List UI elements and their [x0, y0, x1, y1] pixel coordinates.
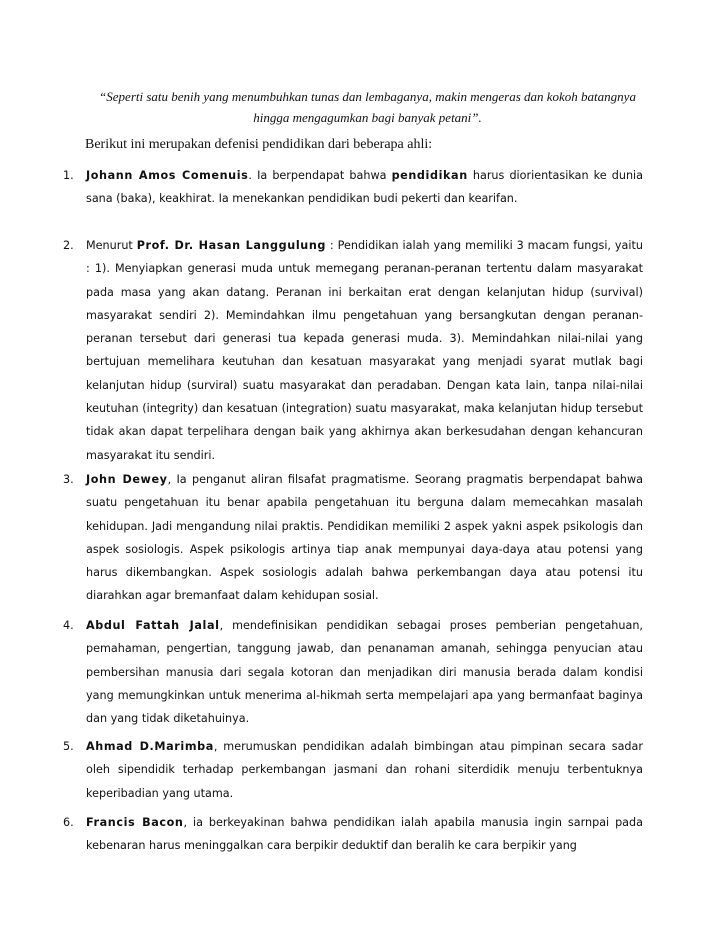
definition-item-4 — [63, 614, 643, 730]
definition-item-5 — [63, 735, 643, 805]
definition-item-2 — [63, 234, 643, 467]
item-body — [86, 234, 643, 467]
expert-name: Abdul Fattah Jalal — [86, 619, 220, 632]
item-text: , merumuskan pendidikan adalah bimbingan atau pimpinan secara sadar oleh sipendidik terhadap perkembangan jasmani dan rohani siterdidik menuju terbentuknya keperibadian yang utama. — [86, 740, 643, 800]
item-keyword: pendidikan — [391, 169, 468, 182]
item-number: 6. — [63, 816, 74, 829]
item-body — [86, 614, 643, 730]
item-number: 5. — [63, 740, 74, 753]
item-body — [86, 811, 643, 858]
item-body — [86, 468, 643, 608]
expert-name: Francis Bacon — [86, 816, 184, 829]
item-text: : Pendidikan ialah yang memiliki 3 macam fungsi, yaitu : 1). Menyiapkan generasi muda untuk memegang peranan-peranan tertentu dalam masyarakat pada masa yang akan datang. Peranan ini berkaitan erat dengan kelanjutan hidup (survival) masyarakat sendiri 2). Memindahkan ilmu pengetahuan yang bersangkutan dengan peranan-peranan tersebut dari generasi tua kepada generasi muda. 3). Memindahkan nilai-nilai yang bertujuan memelihara keutuhan dan kesatuan masyarakat yang menjadi syarat mutlak bagi kelanjutan hidup (surviral) suatu masyarakat dan peradaban. Dengan kata lain, tanpa nilai-nilai keutuhan (integrity) dan kesatuan (integration) suatu masyarakat, maka kelanjutan hidup tersebut tidak akan dapat terpelihara dengan baik yang akhirnya akan berkesudahan dengan kehancuran masyarakat itu sendiri. — [86, 239, 643, 462]
expert-name: Ahmad D.Marimba — [86, 740, 214, 753]
item-number: 1. — [63, 169, 74, 182]
opening-quote: “Seperti satu benih yang menumbuhkan tunas dan lembaganya, makin mengeras dan kokoh batangnya hingga mengagumkan bagi banyak petani”. — [99, 89, 636, 125]
item-number: 2. — [63, 239, 74, 252]
item-text: , ia berkeyakinan bahwa pendidikan ialah apabila manusia ingin sarnpai pada kebenaran harus meninggalkan cara berpikir deduktif dan beralih ke cara berpikir yang — [86, 816, 643, 853]
definition-item-3 — [63, 468, 643, 608]
item-body — [86, 735, 643, 805]
item-text: harus diorientasikan ke dunia sana (baka), keakhirat. Ia menekankan pendidikan budi pekerti dan kearifan. — [86, 169, 644, 206]
item-text: , mendefinisikan pendidikan sebagai proses pemberian pengetahuan, pemahaman, pengertian, tanggung jawab, dan penanaman amanah, sehingga penyucian atau pembersihan manusia dari segala kotoran dan menjadikan diri manusia berada dalam kondisi yang memungkinkan untuk menerima al-hikmah serta mempelajari apa yang bermanfaat baginya dan yang tidak diketahuinya. — [86, 619, 643, 726]
expert-name: Johann Amos Comenuis — [86, 169, 249, 182]
item-text: . Ia berpendapat bahwa — [248, 169, 392, 182]
item-number: 4. — [63, 619, 74, 632]
item-text: , Ia penganut aliran filsafat pragmatisme. Seorang pragmatis berpendapat bahwa suatu pengetahuan itu benar apabila pengetahuan itu berguna dalam memecahkan masalah kehidupan. Jadi mengandung nilai praktis. Pendidikan memiliki 2 aspek yakni aspek psikologis dan aspek sosiologis. Aspek psikologis artinya tiap anak mempunyai daya-daya atau potensi yang harus dikembangkan. Aspek sosiologis adalah bahwa perkembangan daya atau potensi itu diarahkan agar bremanfaat dalam kehidupan sosial. — [86, 473, 643, 603]
item-lead-text: Menurut — [86, 239, 137, 252]
expert-name: Prof. Dr. Hasan Langgulung — [136, 239, 326, 252]
item-number: 3. — [63, 473, 74, 486]
intro-sentence: Berikut ini merupakan defenisi pendidikan dari beberapa ahli: — [85, 137, 433, 152]
definition-item-1 — [63, 164, 643, 211]
definition-item-6 — [63, 811, 643, 858]
item-body — [86, 164, 643, 211]
expert-name: John Dewey — [86, 473, 168, 486]
